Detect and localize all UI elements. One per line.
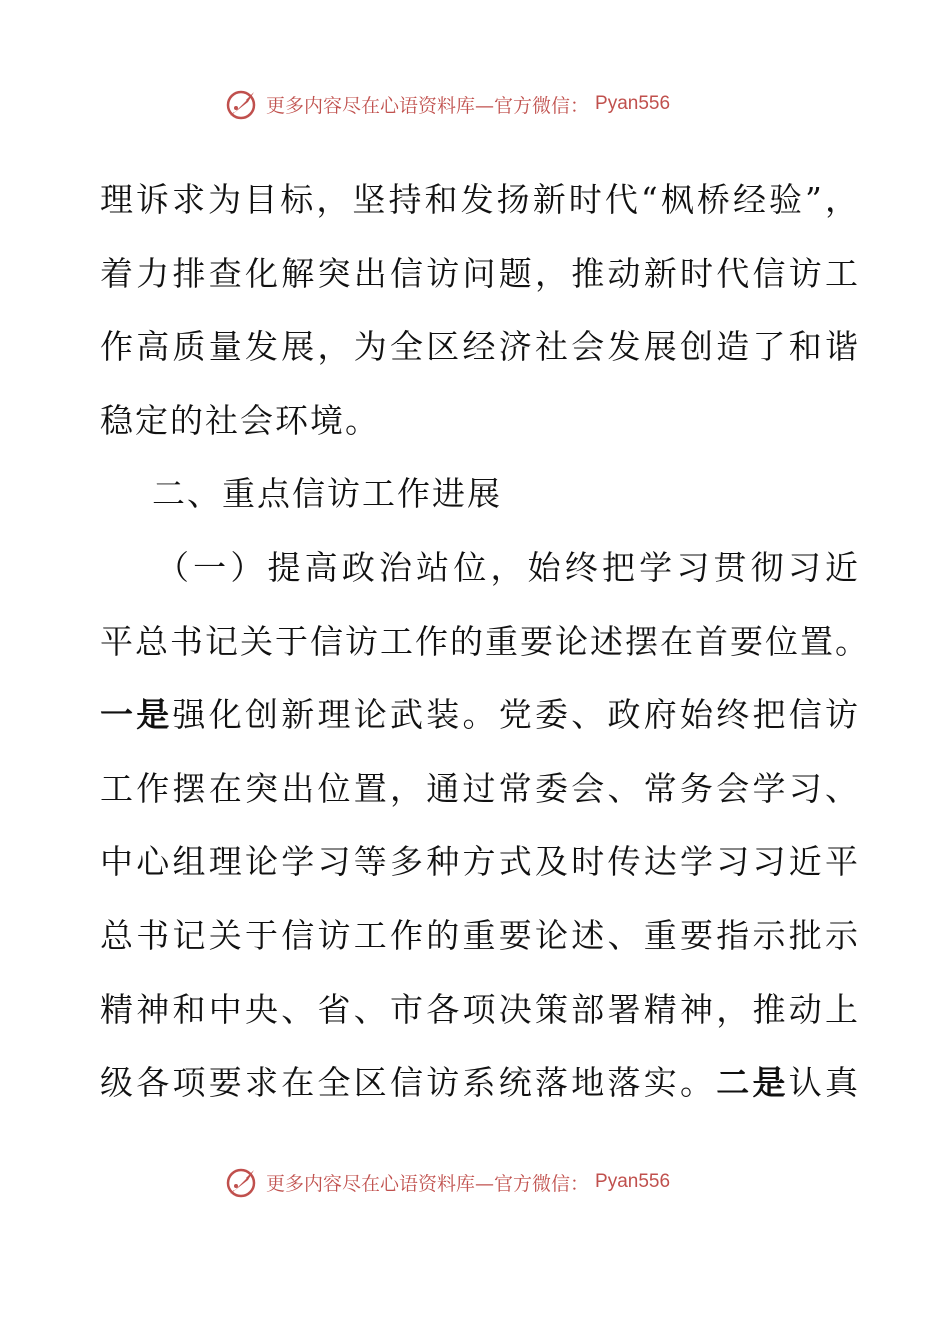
watermark-text: 更多内容尽在心语资料库—官方微信：	[266, 1172, 590, 1195]
quill-logo-icon	[224, 86, 260, 122]
text-line: 着力排查化解突出信访问题，推动新时代信访工	[100, 253, 860, 293]
watermark-banner-bottom	[224, 1162, 744, 1202]
section-heading: 二、重点信访工作进展	[152, 474, 502, 514]
text-segment: 强化创新理论武装。党委、政府始终把信访	[172, 695, 860, 735]
text-line: 中心组理论学习等多种方式及时传达学习习近平	[100, 842, 860, 882]
text-segment: 级各项要求在全区信访系统落地落实。	[100, 1063, 717, 1103]
text-line: 作高质量发展，为全区经济社会发展创造了和谐	[100, 327, 860, 367]
text-line	[100, 1046, 860, 1120]
text-line: 理诉求为目标，坚持和发扬新时代“枫桥经验”，	[100, 180, 860, 219]
watermark-text: 更多内容尽在心语资料库—官方微信：	[266, 94, 590, 117]
text-line: 工作摆在突出位置，通过常委会、常务会学习、	[100, 768, 860, 808]
document-body	[100, 163, 870, 1120]
watermark-id: Pyan556	[595, 93, 671, 114]
text-line: 精神和中央、省、市各项决策部署精神，推动上	[100, 989, 860, 1029]
text-line: 稳定的社会环境。	[100, 400, 380, 440]
subsection-heading-line: 平总书记关于信访工作的重要论述摆在首要位置。	[100, 621, 870, 661]
quill-logo-icon	[224, 1164, 260, 1200]
keyword-first: 一是	[100, 695, 173, 735]
subsection-heading-line: （一）提高政治站位，始终把学习贯彻习近	[156, 547, 860, 587]
text-segment: 认真	[788, 1063, 860, 1103]
text-line	[100, 678, 860, 752]
keyword-second: 二是	[716, 1063, 789, 1103]
watermark-banner-top	[224, 84, 744, 124]
watermark-id: Pyan556	[595, 1171, 671, 1192]
text-line: 总书记关于信访工作的重要论述、重要指示批示	[100, 915, 860, 955]
